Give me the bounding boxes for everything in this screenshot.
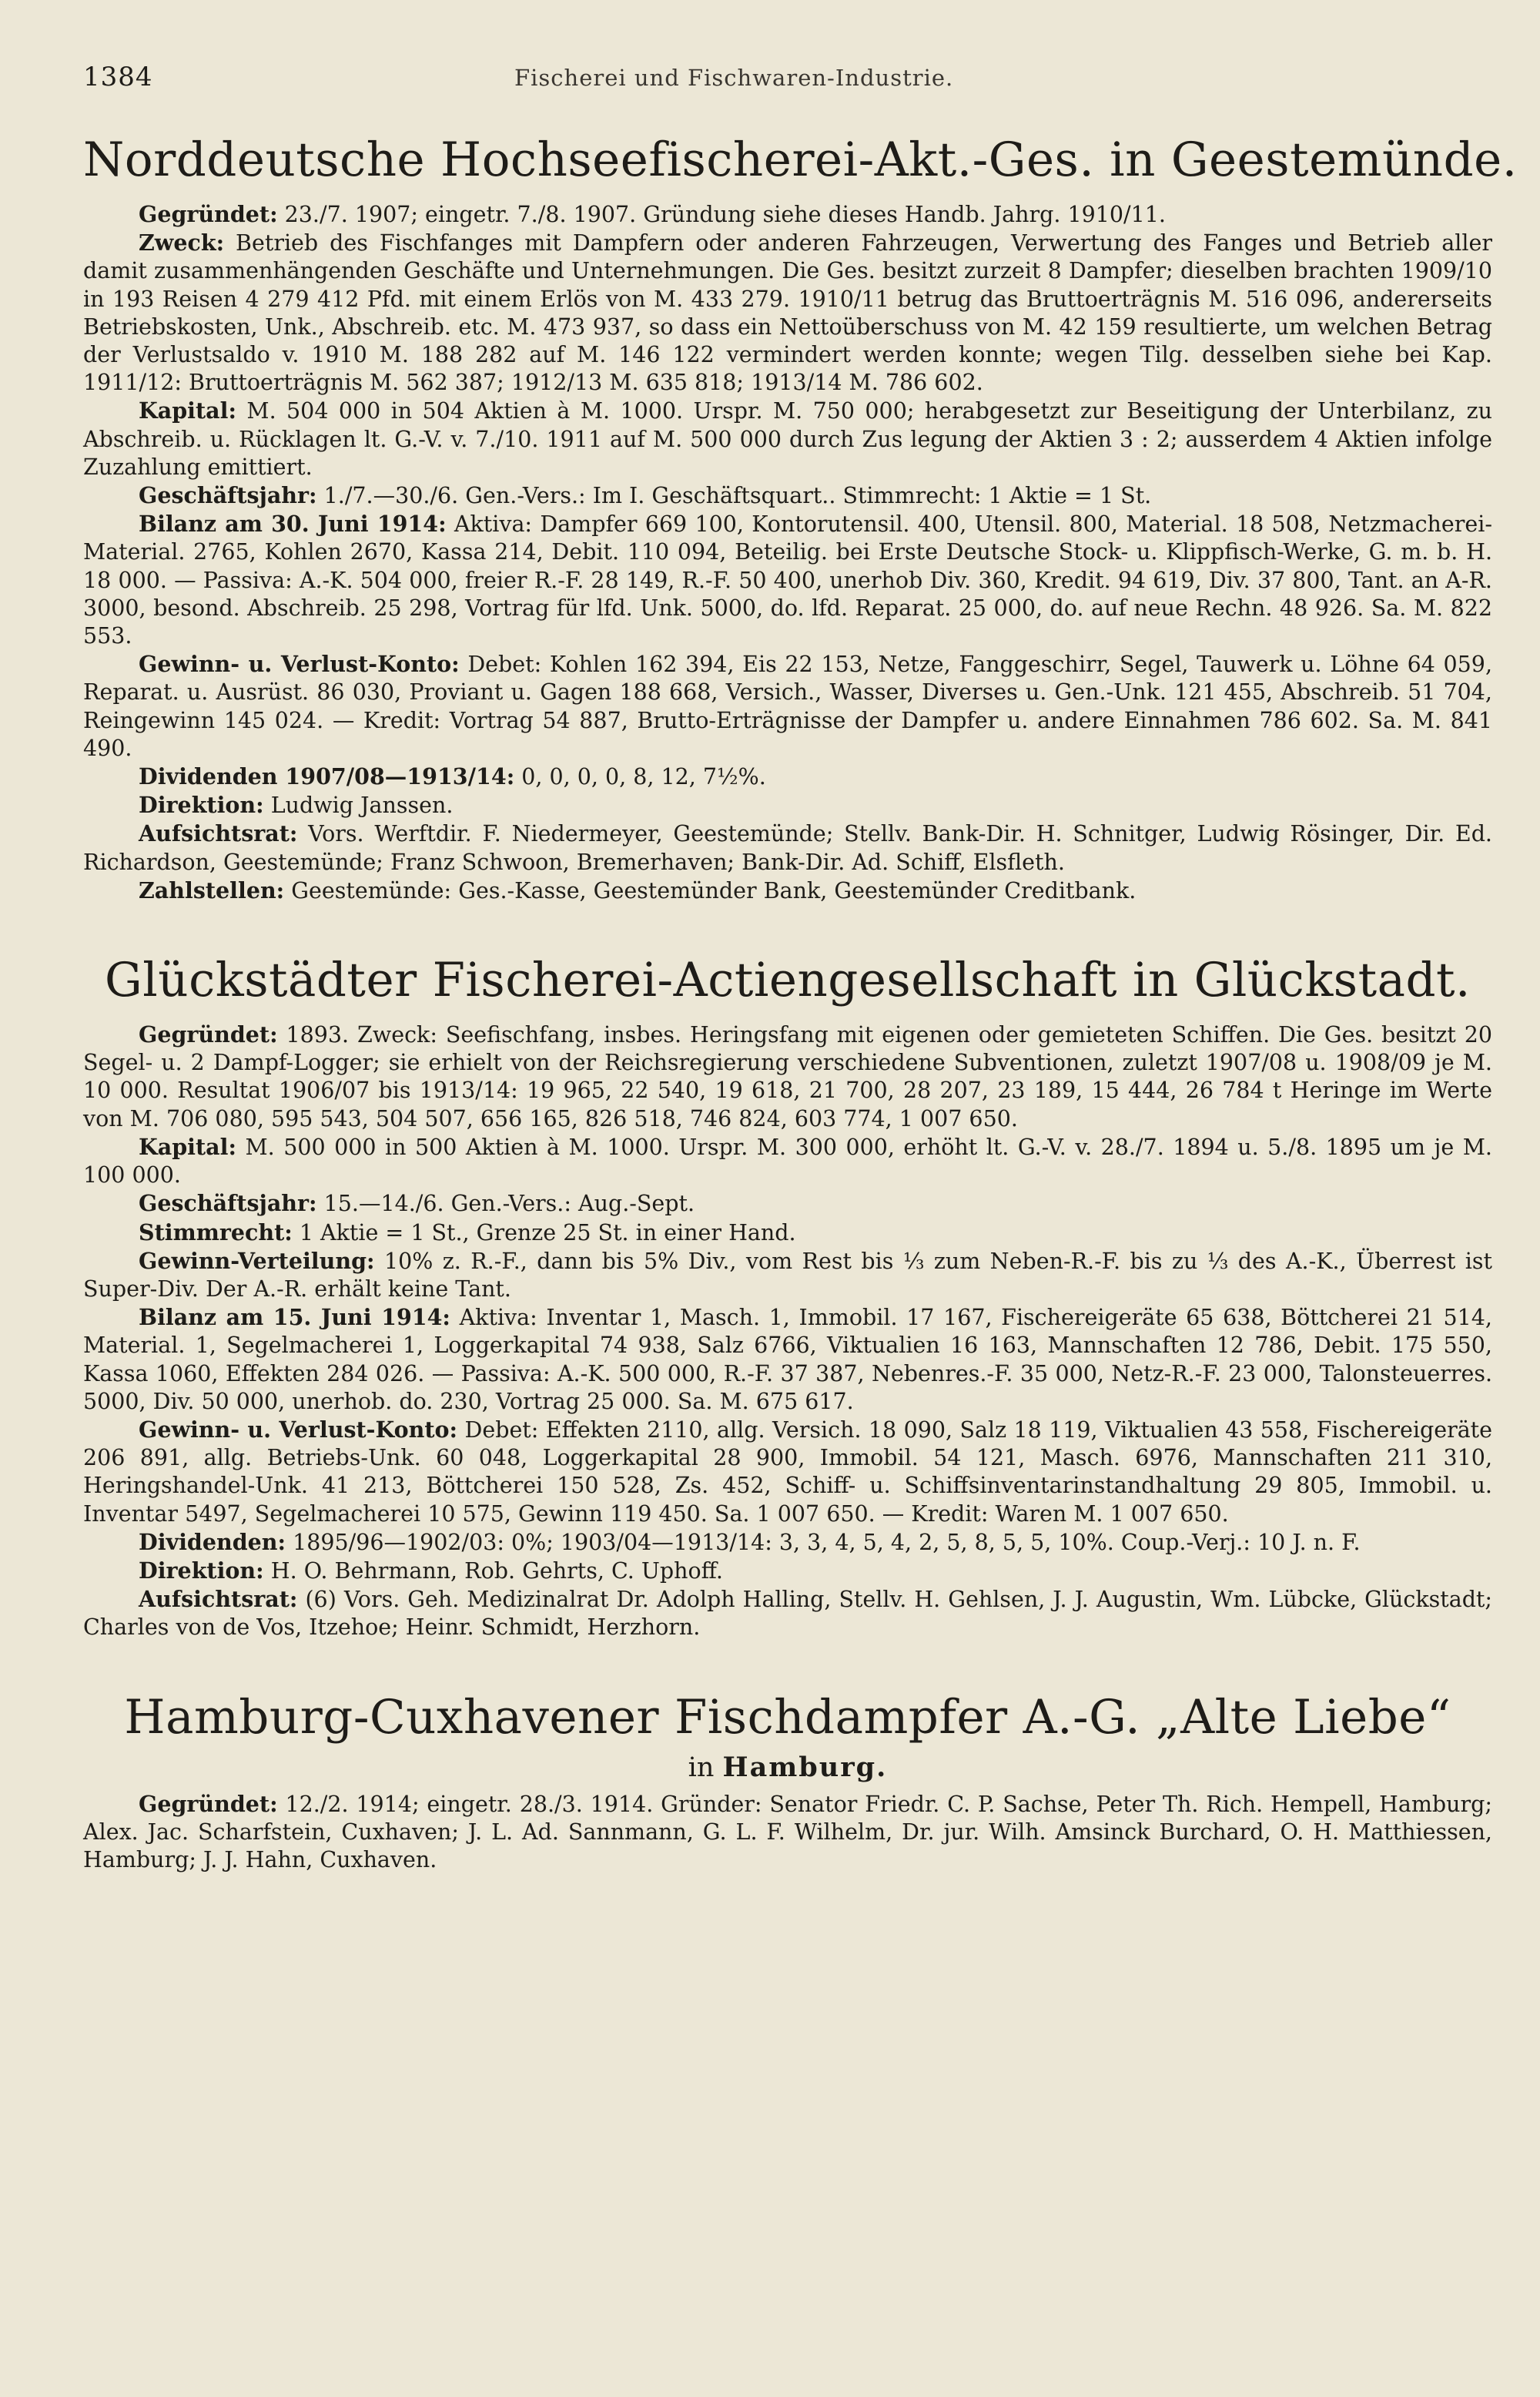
profit-distribution-paragraph <box>83 1247 1492 1303</box>
running-header <box>83 62 1492 108</box>
founded-paragraph <box>83 1021 1492 1133</box>
para-text: Aktiva: Dampfer 669 100, Kontorutensil. 400, Utensil. 800, Material. 18 508, Netzmacherei-Material. 2765, Kohlen 2670, Kassa 214, Debit. 110 094, Beteilig. bei Erste Deutsche Stock- u. Klippfisch-Werke, G. m. b. H. 18 000. — Passiva: A.-K. 504 000, freier R.-F. 28 149, R.-F. 50 400, unerhob Div. 360, Kredit. 94 619, Div. 37 800, Tant. an A-R. 3000, besond. Abschreib. 25 298, Vortrag für lfd. Unk. 5000, do. lfd. Reparat. 25 000, do. auf neue Rechn. 48 926. Sa. M. 822 553. <box>83 511 1492 649</box>
page-number: 1384 <box>83 62 153 92</box>
para-label: Gewinn- u. Verlust-Konto: <box>139 1416 458 1443</box>
para-text: Geestemünde: Ges.-Kasse, Geestemünder Bank, Geestemünder Creditbank. <box>284 877 1137 903</box>
running-title: Fischerei und Fischwaren-Industrie. <box>514 65 954 91</box>
para-label: Gegründet: <box>139 1021 278 1048</box>
balance-sheet-paragraph <box>83 510 1492 650</box>
para-text: Ludwig Janssen. <box>263 793 454 819</box>
founded-paragraph <box>83 200 1492 229</box>
para-label: Direktion: <box>139 792 264 819</box>
para-text: M. 504 000 in 504 Aktien à M. 1000. Urspr. M. 750 000; herabgesetzt zur Beseitigung der Unterbilanz, zu Abschreib. u. Rücklagen lt. G.-V. v. 7./10. 1911 auf M. 500 000 durch Zus legung der Aktien 3 : 2; ausserdem 4 Aktien infolge Zuzahlung emittiert. <box>83 398 1492 480</box>
para-text: 0, 0, 0, 0, 8, 12, 7½%. <box>514 764 766 790</box>
para-text: Debet: Kohlen 162 394, Eis 22 153, Netze, Fanggeschirr, Segel, Tauwerk u. Löhne 64 059, Reparat. u. Ausrüst. 86 030, Proviant u. Gagen 188 668, Versich., Wasser, Diverses u. Gen.-Unk. 121 455, Abschreib. 51 704, Reingewinn 145 024. — Kredit: Vortrag 54 887, Brutto-Erträgnisse der Dampfer u. andere Einnahmen 786 602. Sa. M. 841 490. <box>83 652 1492 761</box>
para-text: 12./2. 1914; eingetr. 28./3. 1914. Gründer: Senator Friedr. C. P. Sachse, Peter Th. Rich. Hempell, Hamburg; Alex. Jac. Scharfstein, Cuxhaven; J. L. Ad. Sannmann, G. L. F. Wilhelm, Dr. jur. Wilh. Amsinck Burchard, O. H. Matthiessen, Hamburg; J. J. Hahn, Cuxhaven. <box>83 1791 1492 1872</box>
para-text: Aktiva: Inventar 1, Masch. 1, Immobil. 17 167, Fischereigeräte 65 638, Böttcherei 21 514, Material. 1, Segelmacherei 1, Loggerkapital 74 938, Salz 6766, Viktualien 16 163, Mannschaften 12 786, Debit. 175 550, Kassa 1060, Effekten 284 026. — Passiva: A.-K. 500 000, R.-F. 37 387, Nebenres.-F. 35 000, Netz-R.-F. 23 000, Talonsteuerres. 5000, Div. 50 000, unerhob. do. 230, Vortrag 25 000. Sa. M. 675 617. <box>83 1305 1492 1414</box>
supervisory-board-paragraph <box>83 820 1492 876</box>
para-label: Bilanz am 15. Juni 1914: <box>139 1304 450 1331</box>
para-label: Gewinn-Verteilung: <box>139 1247 375 1274</box>
capital-paragraph <box>83 397 1492 481</box>
para-label: Kapital: <box>139 1133 236 1160</box>
company-entry-alte-liebe <box>83 1688 1492 1875</box>
purpose-paragraph <box>83 229 1492 397</box>
management-paragraph <box>83 1557 1492 1585</box>
balance-sheet-paragraph <box>83 1303 1492 1416</box>
para-text: 1893. Zweck: Seefischfang, insbes. Heringsfang mit eigenen oder gemieteten Schiffen. Die Ges. besitzt 20 Segel- u. 2 Dampf-Logger; sie erhielt von der Reichsregierung verschiedene Subventionen, zuletzt 1907/08 u. 1908/09 je M. 10 000. Resultat 1906/07 bis 1913/14: 19 965, 22 540, 19 618, 21 700, 28 207, 23 189, 15 444, 26 784 t Heringe im Werte von M. 706 080, 595 543, 504 507, 656 165, 826 518, 746 824, 603 774, 1 007 650. <box>83 1022 1492 1131</box>
company-entry-norddeutsche <box>83 131 1518 905</box>
para-text: Debet: Effekten 2110, allg. Versich. 18 090, Salz 18 119, Viktualien 43 558, Fischereigeräte 206 891, allg. Betriebs-Unk. 60 048, Loggerkapital 28 900, Immobil. 54 121, Masch. 6976, Mannschaften 211 310, Heringshandel-Unk. 41 213, Böttcherei 150 528, Zs. 452, Schiff- u. Schiffsinventarinstandhaltung 29 805, Immobil. u. Inventar 5497, Segelmacherei 10 575, Gewinn 119 450. Sa. 1 007 650. — Kredit: Waren M. 1 007 650. <box>83 1416 1493 1527</box>
para-text: 23./7. 1907; eingetr. 7./8. 1907. Gründung siehe dieses Handb. Jahrg. 1910/11. <box>277 202 1166 227</box>
company-title: Glückstädter Fischerei-Actiengesellschaft in Glückstadt. <box>105 953 1471 1008</box>
voting-rights-paragraph <box>83 1219 1492 1247</box>
para-label: Geschäftsjahr: <box>139 1190 317 1217</box>
dividends-paragraph <box>83 1528 1492 1557</box>
company-entry-glueckstaedter <box>83 951 1492 1641</box>
location-city: Hamburg. <box>722 1751 888 1783</box>
para-text: Betrieb des Fischfanges mit Dampfern oder anderen Fahrzeugen, Verwertung des Fanges und Betrieb aller damit zusammenhängenden Geschäfte und Unternehmungen. Die Ges. besitzt zurzeit 8 Dampfer; dieselben brachten 1909/10 in 193 Reisen 4 279 412 Pfd. mit einem Erlös von M. 433 279. 1910/11 betrug das Bruttoerträgnis M. 516 096, andererseits Betriebskosten, Unk., Abschreib. etc. M. 473 937, so dass ein Nettoüberschuss von M. 42 159 resultierte, um welchen Betrag der Verlustsaldo v. 1910 M. 188 282 auf M. 146 122 vermindert werden konnte; wegen Tilg. desselben siehe bei Kap. 1911/12: Bruttoerträgnis M. 562 387; 1912/13 M. 635 818; 1913/14 M. 786 602. <box>83 230 1492 396</box>
para-text: 1895/96—1902/03: 0%; 1903/04—1913/14: 3, 3, 4, 5, 4, 2, 5, 8, 5, 5, 10%. Coup.-Verj.: 10 J. n. F. <box>286 1529 1361 1555</box>
para-label: Aufsichtsrat: <box>139 1586 298 1613</box>
para-text: 1 Aktie = 1 St., Grenze 25 St. in einer Hand. <box>292 1219 796 1245</box>
para-label: Dividenden: <box>139 1528 286 1555</box>
company-location <box>83 1752 1492 1784</box>
profit-loss-paragraph <box>83 1416 1492 1528</box>
para-label: Gewinn- u. Verlust-Konto: <box>139 651 460 678</box>
profit-loss-paragraph <box>83 650 1492 763</box>
para-text: Vors. Werftdir. F. Niedermeyer, Geestemünde; Stellv. Bank-Dir. H. Schnitger, Ludwig Rösinger, Dir. Ed. Richardson, Geestemünde; Franz Schwoon, Bremerhaven; Bank-Dir. Ad. Schiff, Elsfleth. <box>83 821 1492 875</box>
para-label: Gegründet: <box>139 1790 278 1817</box>
para-text: (6) Vors. Geh. Medizinalrat Dr. Adolph Halling, Stellv. H. Gehlsen, J. J. Augustin, Wm. Lübcke, Glückstadt; Charles von de Vos, Itzehoe; Heinr. Schmidt, Herzhorn. <box>83 1587 1492 1641</box>
para-label: Zweck: <box>139 230 225 256</box>
para-text: 15.—14./6. Gen.-Vers.: Aug.-Sept. <box>316 1191 695 1217</box>
para-text: 1./7.—30./6. Gen.-Vers.: Im I. Geschäftsquart.. Stimmrecht: 1 Aktie = 1 St. <box>316 483 1152 509</box>
para-label: Direktion: <box>139 1557 264 1584</box>
capital-paragraph <box>83 1133 1492 1189</box>
fiscal-year-paragraph <box>83 481 1492 510</box>
paying-agents-paragraph <box>83 877 1492 905</box>
para-label: Dividenden 1907/08—1913/14: <box>139 763 515 790</box>
location-prefix: in <box>688 1752 715 1783</box>
management-paragraph <box>83 791 1492 820</box>
para-text: 10% z. R.-F., dann bis 5% Div., vom Rest bis ⅓ zum Neben-R.-F. bis zu ⅓ des A.-K., Überrest ist Super-Div. Der A.-R. erhält keine Tant. <box>83 1248 1492 1302</box>
para-text: H. O. Behrmann, Rob. Gehrts, C. Uphoff. <box>263 1557 723 1584</box>
para-label: Aufsichtsrat: <box>139 820 298 847</box>
para-label: Stimmrecht: <box>139 1219 293 1245</box>
para-text: M. 500 000 in 500 Aktien à M. 1000. Urspr. M. 300 000, erhöht lt. G.-V. v. 28./7. 1894 u. 5./8. 1895 um je M. 100 000. <box>83 1134 1492 1188</box>
para-label: Gegründet: <box>139 201 278 227</box>
dividends-paragraph <box>83 763 1492 791</box>
para-label: Zahlstellen: <box>139 877 285 903</box>
founded-paragraph <box>83 1790 1492 1875</box>
para-label: Bilanz am 30. Juni 1914: <box>139 511 447 538</box>
para-label: Kapital: <box>139 397 236 424</box>
fiscal-year-paragraph <box>83 1189 1492 1218</box>
para-label: Geschäftsjahr: <box>139 482 317 509</box>
company-title: Norddeutsche Hochseefischerei-Akt.-Ges. in Geestemünde. <box>83 132 1518 187</box>
company-title: Hamburg-Cuxhavener Fischdampfer A.-G. „Alte Liebe“ <box>124 1689 1451 1745</box>
supervisory-board-paragraph <box>83 1585 1492 1641</box>
